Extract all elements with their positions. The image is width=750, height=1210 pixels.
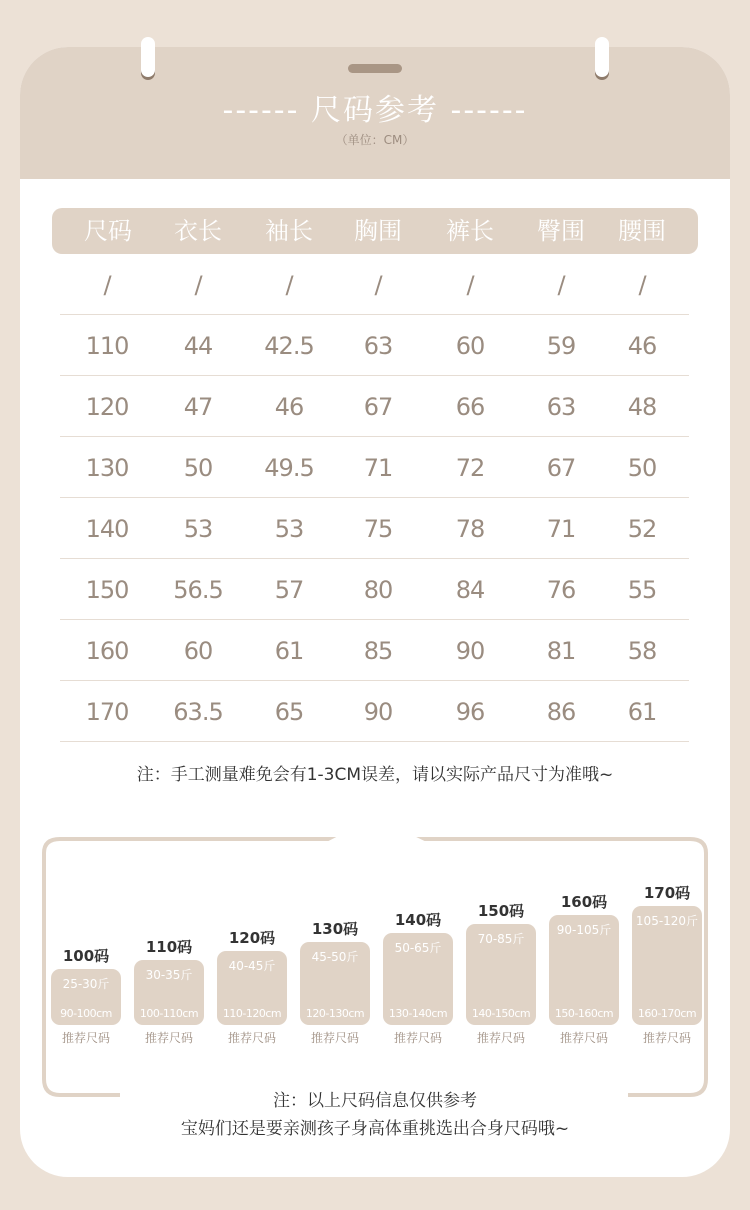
table-row [60, 437, 689, 498]
cell-length: 60 [183, 637, 213, 665]
recommend-caption: 推荐尺码 [227, 1031, 276, 1045]
unit-subtitle: （单位：CM） [335, 133, 415, 147]
recommend-note-line1: 注：以上尺码信息仅供参考 [273, 1091, 477, 1111]
cell-size: 150 [85, 576, 129, 604]
recommend-panel [40, 837, 710, 1109]
recommend-weight: 50-65斤 [394, 941, 442, 955]
cell-hip: 63 [546, 393, 576, 421]
cell-pants-length: / [466, 271, 474, 299]
recommend-weight: 25-30斤 [62, 977, 110, 991]
recommend-box [134, 960, 204, 1025]
recommend-box [466, 924, 536, 1025]
cell-sleeve: / [285, 271, 293, 299]
col-sleeve: 袖长 [265, 217, 313, 245]
binder-ring-left [141, 37, 155, 77]
recommend-size: 120码 [228, 929, 276, 947]
measurement-note: 注：手工测量难免会有1-3CM误差，请以实际产品尺寸为准哦~ [136, 765, 614, 785]
recommend-size: 160码 [560, 893, 608, 911]
cell-pants-length: 84 [455, 576, 485, 604]
cell-chest: / [374, 271, 382, 299]
cell-length: 47 [183, 393, 213, 421]
recommend-height: 130-140cm [388, 1007, 448, 1020]
recommend-caption: 推荐尺码 [310, 1031, 359, 1045]
cell-hip: 67 [546, 454, 576, 482]
cell-sleeve: 53 [274, 515, 304, 543]
cell-sleeve: 61 [274, 637, 304, 665]
cell-waist: 46 [627, 332, 657, 360]
page-title: ------ 尺码参考 ------ [222, 93, 528, 128]
cell-pants-length: 78 [455, 515, 485, 543]
recommend-size: 140码 [394, 911, 442, 929]
cell-pants-length: 96 [455, 698, 485, 726]
cell-waist: 48 [627, 393, 657, 421]
recommend-weight: 40-45斤 [228, 959, 276, 973]
cell-size: / [103, 271, 111, 299]
cell-size: 140 [85, 515, 129, 543]
col-length: 衣长 [174, 217, 222, 245]
recommend-item [51, 837, 121, 1047]
table-row [60, 376, 689, 437]
col-size: 尺码 [84, 217, 132, 245]
col-hip: 臀围 [537, 217, 585, 245]
cell-pants-length: 90 [455, 637, 485, 665]
recommend-caption: 推荐尺码 [61, 1031, 110, 1045]
recommend-note [20, 1087, 730, 1143]
cell-length: 63.5 [173, 698, 223, 726]
recommend-box [383, 933, 453, 1025]
recommend-caption: 推荐尺码 [476, 1031, 525, 1045]
table-row [60, 498, 689, 559]
cell-hip: 71 [546, 515, 576, 543]
cell-length: 50 [183, 454, 213, 482]
table-row [60, 559, 689, 620]
cell-waist: 50 [627, 454, 657, 482]
table-row [60, 254, 689, 315]
recommend-caption: 推荐尺码 [559, 1031, 608, 1045]
cell-hip: 76 [546, 576, 576, 604]
hanger-slot [348, 64, 402, 73]
cell-chest: 75 [363, 515, 393, 543]
col-pants-length: 裤长 [446, 217, 494, 245]
recommend-weight: 70-85斤 [477, 932, 525, 946]
recommend-box [300, 942, 370, 1025]
recommend-caption: 推荐尺码 [144, 1031, 193, 1045]
recommend-height: 100-110cm [139, 1007, 199, 1020]
recommend-item [300, 837, 370, 1047]
cell-pants-length: 66 [455, 393, 485, 421]
recommend-size: 170码 [643, 884, 691, 902]
cell-size: 120 [85, 393, 129, 421]
recommend-height: 120-130cm [305, 1007, 365, 1020]
recommend-item [632, 837, 702, 1047]
cell-waist: 52 [627, 515, 657, 543]
table-row [60, 620, 689, 681]
recommend-height: 140-150cm [471, 1007, 531, 1020]
recommend-item [549, 837, 619, 1047]
recommend-weight: 105-120斤 [635, 914, 699, 928]
cell-waist: 55 [627, 576, 657, 604]
recommend-size: 110码 [145, 938, 193, 956]
cell-hip: 81 [546, 637, 576, 665]
cell-hip: 59 [546, 332, 576, 360]
recommend-height: 110-120cm [222, 1007, 282, 1020]
cell-length: / [194, 271, 202, 299]
cell-sleeve: 42.5 [264, 332, 314, 360]
cell-sleeve: 49.5 [264, 454, 314, 482]
card-header [20, 47, 730, 179]
binder-ring-right [595, 37, 609, 77]
recommend-caption: 推荐尺码 [393, 1031, 442, 1045]
cell-hip: 86 [546, 698, 576, 726]
recommend-size: 130码 [311, 920, 359, 938]
col-chest: 胸围 [354, 217, 402, 245]
cell-chest: 80 [363, 576, 393, 604]
cell-pants-length: 72 [455, 454, 485, 482]
recommend-note-line2: 宝妈们还是要亲测孩子身高体重挑选出合身尺码哦~ [180, 1119, 570, 1139]
cell-waist: 58 [627, 637, 657, 665]
recommend-size: 150码 [477, 902, 525, 920]
recommend-box [217, 951, 287, 1025]
cell-size: 130 [85, 454, 129, 482]
recommend-item [383, 837, 453, 1047]
cell-chest: 67 [363, 393, 393, 421]
recommend-box [549, 915, 619, 1025]
cell-length: 53 [183, 515, 213, 543]
cell-size: 160 [85, 637, 129, 665]
recommend-weight: 90-105斤 [556, 923, 612, 937]
cell-chest: 85 [363, 637, 393, 665]
cell-size: 110 [85, 332, 129, 360]
cell-length: 44 [183, 332, 213, 360]
recommend-height: 160-170cm [637, 1007, 697, 1020]
recommend-size: 100码 [62, 947, 110, 965]
recommend-item [217, 837, 287, 1047]
cell-pants-length: 60 [455, 332, 485, 360]
cell-length: 56.5 [173, 576, 223, 604]
cell-sleeve: 46 [274, 393, 304, 421]
recommend-weight: 30-35斤 [145, 968, 193, 982]
col-waist: 腰围 [618, 217, 666, 245]
table-row [60, 681, 689, 742]
recommend-caption: 推荐尺码 [642, 1031, 691, 1045]
recommend-item [134, 837, 204, 1047]
table-header [52, 208, 698, 254]
recommend-height: 150-160cm [554, 1007, 614, 1020]
recommend-height: 90-100cm [60, 1007, 112, 1020]
table-row [60, 315, 689, 376]
recommend-weight: 45-50斤 [311, 950, 359, 964]
cell-hip: / [557, 271, 565, 299]
cell-chest: 71 [363, 454, 393, 482]
recommend-item [466, 837, 536, 1047]
cell-chest: 90 [363, 698, 393, 726]
recommend-box [51, 969, 121, 1025]
cell-waist: / [638, 271, 646, 299]
cell-sleeve: 65 [274, 698, 304, 726]
cell-chest: 63 [363, 332, 393, 360]
cell-waist: 61 [627, 698, 657, 726]
recommend-box [632, 906, 702, 1025]
size-chart-card [20, 47, 730, 1177]
cell-size: 170 [85, 698, 129, 726]
cell-sleeve: 57 [274, 576, 304, 604]
